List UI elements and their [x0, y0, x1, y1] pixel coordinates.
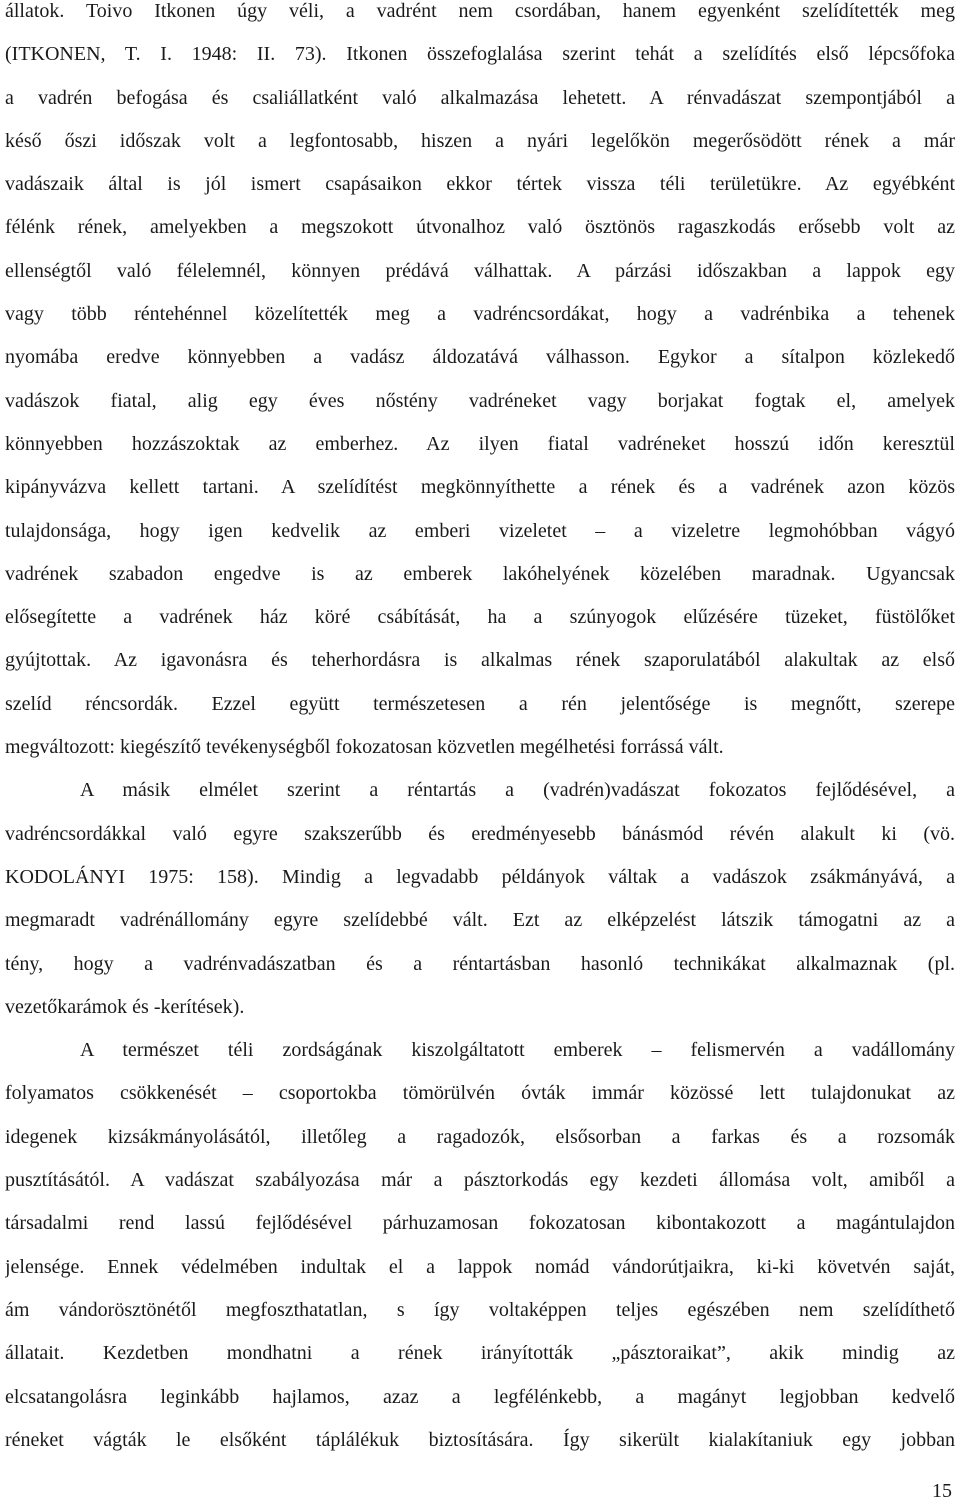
body-text: [5, 0, 955, 1462]
text-line: vagy több réntehénnel közelítették meg a vadréncsordákat, hogy a vadrénbika a tehenek: [5, 303, 955, 326]
text-line: gyújtottak. Az igavonásra és teherhordásra is alkalmas rének szaporulatából alakultak az első: [5, 649, 955, 672]
text-line: a vadrén befogása és csaliállatként való alkalmazása lehetett. A rénvadászat szempontjából a: [5, 86, 955, 109]
text-line: folyamatos csökkenését – csoportokba tömörülvén óvták immár közössé lett tulajdonukat az: [5, 1082, 955, 1105]
text-line: ellenségtől való félelemnél, könnyen prédává válhattak. A párzási időszakban a lappok egy: [5, 259, 955, 282]
page-number: 15: [932, 1480, 952, 1502]
text-line: ám vándorösztönétől megfoszthatatlan, s így voltaképpen teljes egészében nem szelídíthető: [5, 1298, 955, 1321]
text-line: vadászaik által is jól ismert csapásaikon ekkor tértek vissza téli területükre. Az egyébként: [5, 173, 955, 196]
text-line: állatok. Toivo Itkonen úgy véli, a vadrént nem csordában, hanem egyenként szelídítették meg: [5, 0, 955, 22]
text-line: A természet téli zordságának kiszolgáltatott emberek – felismervén a vadállomány: [80, 1039, 955, 1062]
text-line: KODOLÁNYI 1975: 158). Mindig a legvadabb példányok váltak a vadászok zsákmányává, a: [5, 865, 955, 888]
text-line: nyomába eredve könnyebben a vadász áldozatává válhasson. Egykor a sítalpon közlekedő: [5, 346, 955, 369]
text-line: pusztításától. A vadászat szabályozása már a pásztorkodás egy kezdeti állomása volt, amiből a: [5, 1169, 955, 1192]
text-line: félénk rének, amelyekben a megszokott útvonalhoz való ösztönös ragaszkodás erősebb volt az: [5, 216, 955, 239]
paragraph: [5, 1029, 955, 1462]
text-line: jelensége. Ennek védelmében indultak el a lappok nomád vándorútjaikra, ki-ki követvén saját,: [5, 1255, 955, 1278]
text-line: (ITKONEN, T. I. 1948: II. 73). Itkonen összefoglalása szerint tehát a szelídítés első lépcsőfoka: [5, 43, 955, 66]
text-line: elősegítette a vadrének ház köré csábítását, ha a szúnyogok elűzésére tüzeket, füstölőket: [5, 606, 955, 629]
text-line: megváltozott: kiegészítő tevékenységből fokozatosan közvetlen megélhetési forrássá vált.: [5, 736, 724, 759]
text-line: könnyebben hozzászoktak az emberhez. Az ilyen fiatal vadréneket hosszú időn keresztül: [5, 432, 955, 455]
text-line: A másik elmélet szerint a réntartás a (vadrén)vadászat fokozatos fejlődésével, a: [80, 779, 955, 802]
text-line: állatait. Kezdetben mondhatni a rének irányították „pásztoraikat”, akik mindig az: [5, 1342, 955, 1365]
text-line: elcsatangolásra leginkább hajlamos, azaz a legfélénkebb, a magányt legjobban kedvelő: [5, 1385, 955, 1408]
text-line: megmaradt vadrénállomány egyre szelídebbé vált. Ezt az elképzelést látszik támogatni az a: [5, 909, 955, 932]
text-line: vadréncsordákkal való egyre szakszerűbb és eredményesebb bánásmód révén alakult ki (vö.: [5, 822, 955, 845]
text-line: vadászok fiatal, alig egy éves nőstény vadréneket vagy borjakat fogtak el, amelyek: [5, 389, 955, 412]
document-page: [5, 0, 955, 1509]
text-line: társadalmi rend lassú fejlődésével párhuzamosan fokozatosan kibontakozott a magántulajdon: [5, 1212, 955, 1235]
text-line: réneket vágták le elsőként táplálékuk biztosítására. Így sikerült kialakítaniuk egy jobban: [5, 1428, 955, 1451]
paragraph: [5, 769, 955, 1029]
text-line: vezetőkarámok és -kerítések).: [5, 995, 245, 1018]
text-line: tény, hogy a vadrénvadászatban és a réntartásban hasonló technikákat alkalmaznak (pl.: [5, 952, 955, 975]
text-line: kipányvázva kellett tartani. A szelídítést megkönnyíthette a rének és a vadrének azon közös: [5, 476, 955, 499]
paragraph: [5, 0, 955, 769]
text-line: vadrének szabadon engedve is az emberek lakóhelyének közelében maradnak. Ugyancsak: [5, 562, 955, 585]
text-line: késő őszi időszak volt a legfontosabb, hiszen a nyári legelőkön megerősödött rének a már: [5, 129, 955, 152]
text-line: idegenek kizsákmányolásától, illetőleg a ragadozók, elsősorban a farkas és a rozsomák: [5, 1125, 955, 1148]
text-line: szelíd réncsordák. Ezzel együtt természetesen a rén jelentősége is megnőtt, szerepe: [5, 692, 955, 715]
text-line: tulajdonsága, hogy igen kedvelik az emberi vizeletet – a vizeletre legmohóbban vágyó: [5, 519, 955, 542]
